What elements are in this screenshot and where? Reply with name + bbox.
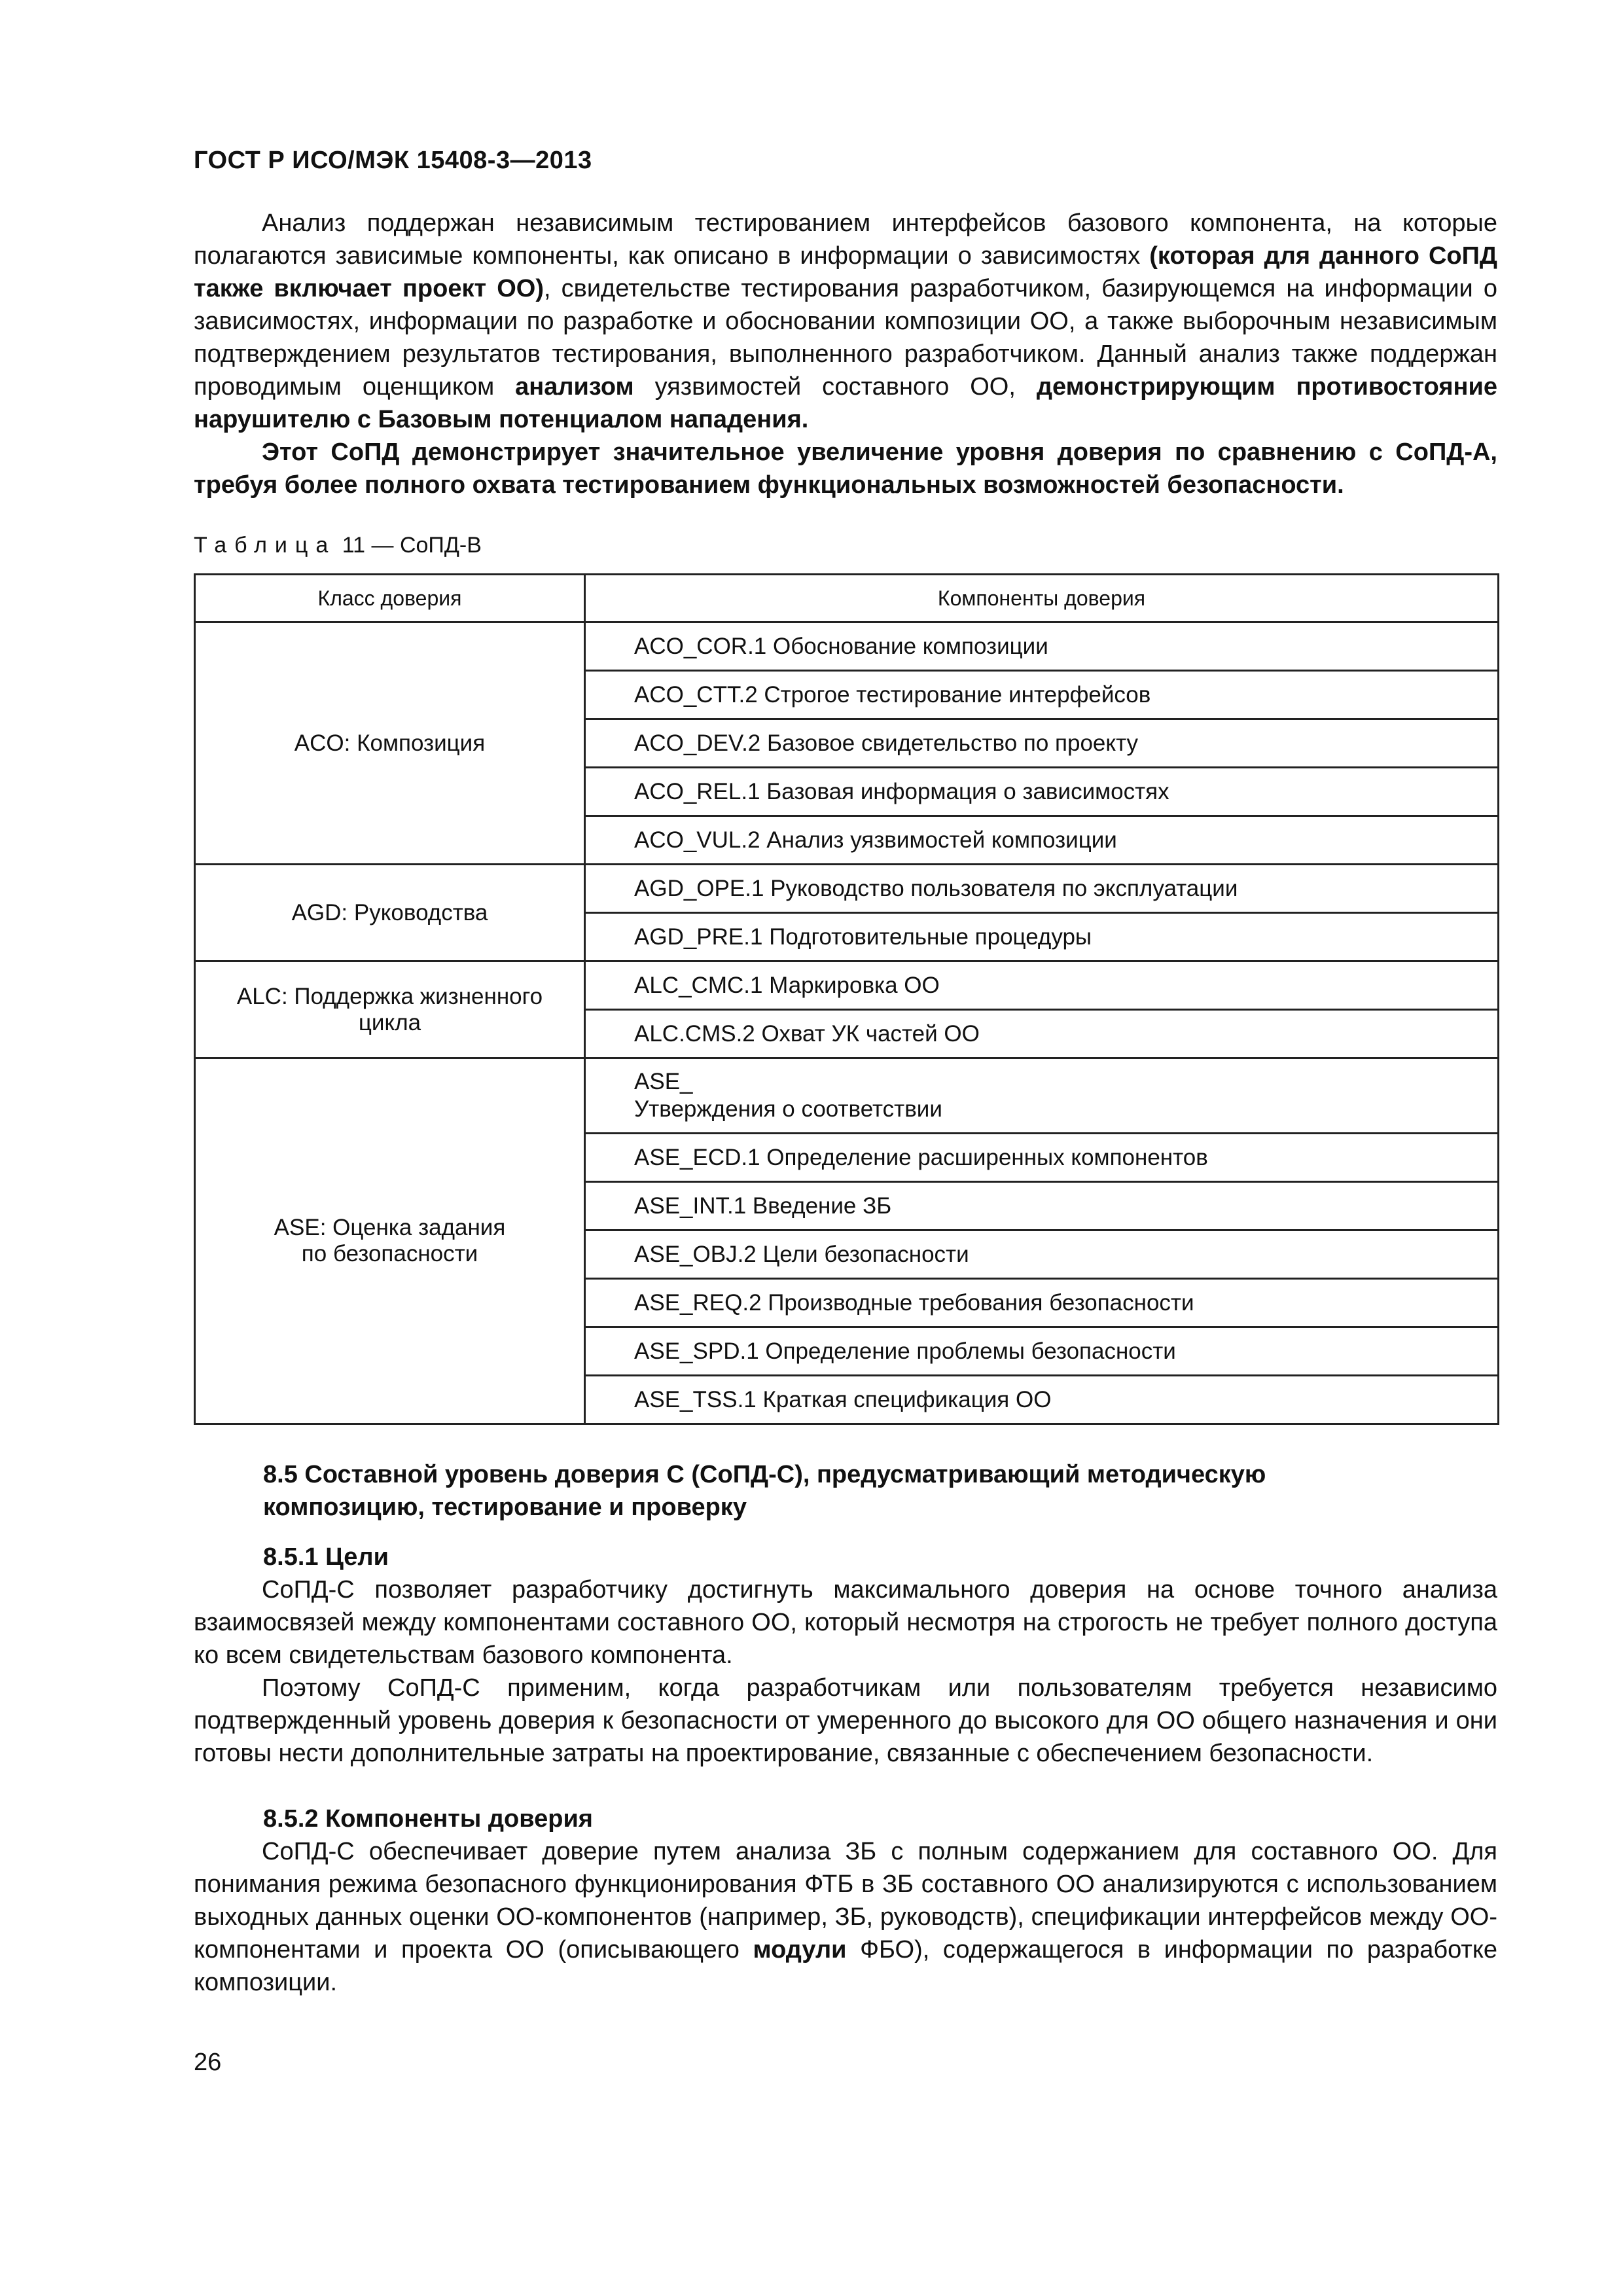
- goals-text: [194, 1573, 1497, 1770]
- page-number: 26: [194, 2049, 222, 2076]
- component-cell: ASE_REQ.2 Производные требования безопасности: [585, 1279, 1499, 1327]
- component-cell: ACO_COR.1 Обоснование композиции: [585, 622, 1499, 671]
- component-line: Утверждения о соответствии: [634, 1096, 942, 1122]
- component-cell: ALC.CMS.2 Охват УК частей ОО: [585, 1010, 1499, 1058]
- components-paragraph: [194, 1835, 1497, 1999]
- component-cell: ASE_SPD.1 Определение проблемы безопасности: [585, 1327, 1499, 1376]
- subsection-title-goals: 8.5.1 Цели: [263, 1543, 389, 1571]
- component-cell: ACO_VUL.2 Анализ уязвимостей композиции: [585, 816, 1499, 865]
- header-components: Компоненты доверия: [585, 575, 1499, 622]
- component-cell: ACO_REL.1 Базовая информация о зависимостях: [585, 768, 1499, 816]
- table-row: [195, 865, 1499, 913]
- component-cell: ASE_ECD.1 Определение расширенных компонентов: [585, 1134, 1499, 1182]
- document-header: ГОСТ Р ИСО/МЭК 15408-3—2013: [194, 147, 592, 174]
- goals-paragraph-2: Поэтому СоПД-С применим, когда разработчикам или пользователям требуется независимо подтвержденный уровень доверия к безопасности от умеренного до высокого для ОО общего назначения и они готовы нести дополнительные затраты на проектирование, связанные с обеспечением безопасности.: [194, 1674, 1497, 1767]
- component-cell: ACO_CTT.2 Строгое тестирование интерфейсов: [585, 671, 1499, 719]
- section-title-line: композицию, тестирование и проверку: [263, 1494, 747, 1521]
- text-run: уязвимостей составного ОО,: [633, 373, 1037, 401]
- component-cell: ASE_INT.1 Введение ЗБ: [585, 1182, 1499, 1230]
- text-run: , свидетельстве тестирования разработчиком, базирующемся на информации о зависимостях, информации по разработке и обосновании композиции ОО, а также выборочным независимым подтверждением результатов тестирования, выполненного разработчиком. Данный анализ также поддержан проводимым оценщиком: [194, 275, 1498, 401]
- component-cell: AGD_PRE.1 Подготовительные процедуры: [585, 913, 1499, 961]
- table-row: [195, 961, 1499, 1010]
- caption-title: 11 — СоПД-В: [336, 533, 482, 558]
- class-cell-agd: AGD: Руководства: [195, 865, 585, 961]
- table-header-row: [195, 575, 1499, 622]
- component-cell: ALC_CMC.1 Маркировка ОО: [585, 961, 1499, 1010]
- goals-paragraph-1: СоПД-С позволяет разработчику достигнуть максимального доверия на основе точного анализа взаимосвязей между компонентами составного ОО, который несмотря на строгость не требует полного доступа ко всем свидетельствам базового компонента.: [194, 1576, 1497, 1669]
- component-cell: AGD_OPE.1 Руководство пользователя по эксплуатации: [585, 865, 1499, 913]
- intro-paragraph-2: Этот СоПД демонстрирует значительное увеличение уровня доверия по сравнению с СоПД-А, требуя более полного охвата тестированием функциональных возможностей безопасности.: [194, 439, 1497, 499]
- bold-run: анализом: [515, 373, 634, 401]
- table-caption: [194, 533, 482, 558]
- caption-label: Таблица: [194, 533, 336, 558]
- section-title-line: 8.5 Составной уровень доверия С (СоПД-С), предусматривающий методическую: [263, 1461, 1266, 1488]
- intro-text: [194, 207, 1497, 501]
- intro-paragraph-1: [194, 207, 1497, 436]
- component-cell: [585, 1058, 1499, 1134]
- bold-run: демонстрирующим противостояние нарушителю с Базовым потенциалом нападения.: [194, 373, 1497, 433]
- class-cell-ase: [195, 1058, 585, 1424]
- text-run: ФБО), содержащегося в информации по разработке композиции.: [194, 1936, 1497, 1996]
- class-line: по безопасности: [301, 1241, 478, 1266]
- assurance-table: [194, 573, 1499, 1425]
- component-line: ASE_: [634, 1069, 693, 1094]
- subsection-title-components: 8.5.2 Компоненты доверия: [263, 1805, 593, 1833]
- component-cell: ASE_TSS.1 Краткая спецификация ОО: [585, 1376, 1499, 1424]
- component-cell: ACO_DEV.2 Базовое свидетельство по проекту: [585, 719, 1499, 768]
- text-run: Анализ поддержан независимым тестированием интерфейсов базового компонента, на которые полагаются зависимые компоненты, как описано в информации о зависимостях: [194, 209, 1497, 270]
- bold-run: модули: [753, 1936, 847, 1964]
- table-row: [195, 1058, 1499, 1134]
- class-line: ASE: Оценка задания: [274, 1215, 506, 1240]
- component-cell: ASE_OBJ.2 Цели безопасности: [585, 1230, 1499, 1279]
- section-title: [263, 1458, 1454, 1524]
- class-cell-aco: ACO: Композиция: [195, 622, 585, 865]
- class-line: цикла: [358, 1009, 421, 1035]
- header-class: Класс доверия: [195, 575, 585, 622]
- bold-run: (которая для данного СоПД также включает проект ОО): [194, 242, 1497, 302]
- class-cell-alc: [195, 961, 585, 1058]
- table-row: [195, 622, 1499, 671]
- components-text: [194, 1835, 1497, 1999]
- class-line: ALC: Поддержка жизненного: [236, 983, 543, 1009]
- text-run: СоПД-С обеспечивает доверие путем анализа ЗБ с полным содержанием для составного ОО. Для понимания режима безопасного функционирования ФТБ в ЗБ составного ОО анализируются с использованием выходных данных оценки ОО-компонентов (например, ЗБ, руководств), спецификации интерфейсов между ОО-компонентами и проекта ОО (описывающего: [194, 1838, 1497, 1964]
